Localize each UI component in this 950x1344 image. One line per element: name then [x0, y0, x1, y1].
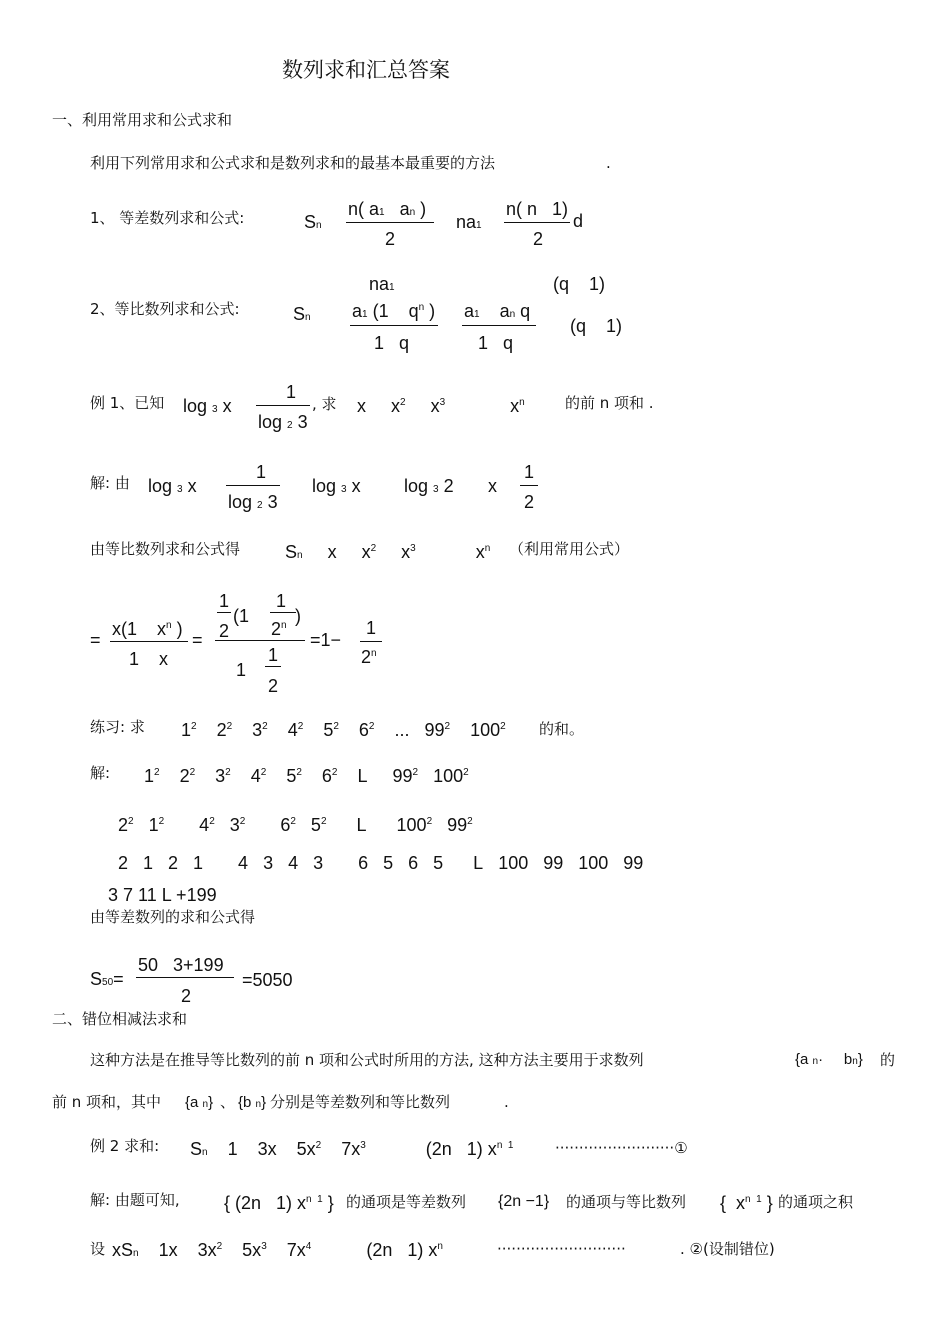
- practice-tail: 的和。: [539, 720, 585, 738]
- section2-p2-mid: 、: [220, 1093, 236, 1111]
- section2-paragraph-2: 前 n 项和，其中: [52, 1093, 162, 1111]
- term-set-3: { $x^{n 1}$ }: [720, 1193, 773, 1213]
- section2-p2-end: 分别是等差数列和等比数列: [270, 1093, 451, 1111]
- example1-series: x $x^2$ $x^3$ $x^n$: [357, 396, 525, 416]
- practice-solve-label: 解:: [90, 764, 111, 782]
- solve-label: 解: 由: [90, 474, 130, 492]
- term-set-1: { (2n 1) $x^{n 1}$ }: [224, 1193, 334, 1213]
- equation-dots-2: ···························: [497, 1240, 626, 1258]
- formula2-label: 2、等比数列求和公式:: [90, 300, 240, 318]
- example2-series: Sn 1 3x $5x^2$ $7x^3$ (2n 1) $x^{n 1}$: [190, 1139, 514, 1159]
- example1-ask: , 求: [312, 395, 337, 413]
- practice-step-4: 3 7 11 L +199: [108, 885, 217, 905]
- example1-tail: 的前 n 项和 .: [565, 394, 654, 412]
- practice-series: $1^2$ $2^2$ $3^2$ $4^2$ $5^2$ $6^2$ ... $99^2$ $100^2$: [181, 720, 506, 740]
- practice-step-3: 2 1 2 1 4 3 4 3 6 5 6 5 L 100 99 100 99: [118, 853, 644, 873]
- example1-label: 例 1、已知: [90, 394, 165, 412]
- section2-p2-dot: .: [504, 1093, 509, 1111]
- section-heading-1: 一、利用常用求和公式求和: [52, 111, 233, 129]
- practice-label: 练习: 求: [90, 718, 145, 736]
- section-heading-2: 二、错位相减法求和: [52, 1010, 188, 1028]
- sn-series: Sn x $x^2$ $x^3$ $x^n$: [285, 542, 491, 562]
- xsn-series: xSn 1x $3x^2$ $5x^3$ $7x^4$ (2n 1) $x^n$: [112, 1240, 443, 1260]
- section2-p1-end: 的: [880, 1051, 896, 1069]
- solution2-mid2: 的通项与等比数列: [566, 1193, 687, 1211]
- formula-note: （利用常用公式）: [509, 540, 630, 558]
- equation-mark-2: . ②(设制错位): [680, 1240, 775, 1258]
- formula1-label: 1、 等差数列求和公式:: [90, 209, 245, 227]
- example2-label: 例 2 求和:: [90, 1137, 160, 1155]
- intro-period: .: [606, 154, 611, 172]
- term-set-2: {2n −1}: [498, 1193, 550, 1210]
- solution2-end: 的通项之积: [778, 1193, 854, 1211]
- solution2-mid: 的通项是等差数列: [346, 1193, 467, 1211]
- equation-mark-1: ·························①: [555, 1139, 688, 1157]
- sequence-an: {a n}: [185, 1094, 214, 1111]
- sequence-bn: {b n}: [238, 1094, 267, 1111]
- practice-step-2: $2^2$ $1^2$ $4^2$ $3^2$ $6^2$ $5^2$ L $100^2$ $99^2$: [118, 815, 473, 835]
- set-label: 设: [90, 1240, 106, 1258]
- sequence-anbn: {a n· bn}: [795, 1051, 863, 1068]
- practice-step-1: $1^2$ $2^2$ $3^2$ $4^2$ $5^2$ $6^2$ L $99^2$ $100^2$: [144, 766, 469, 786]
- section2-paragraph-1: 这种方法是在推导等比数列的前 n 项和公式时所用的方法, 这种方法主要用于求数列: [90, 1051, 644, 1069]
- solution2-label: 解: 由题可知,: [90, 1191, 180, 1209]
- section-intro: 利用下列常用求和公式求和是数列求和的最基本最重要的方法: [90, 154, 496, 172]
- page-title: 数列求和汇总答案: [282, 58, 450, 82]
- by-geometric-formula: 由等比数列求和公式得: [90, 540, 241, 558]
- by-arithmetic-formula: 由等差数列的求和公式得: [90, 908, 256, 926]
